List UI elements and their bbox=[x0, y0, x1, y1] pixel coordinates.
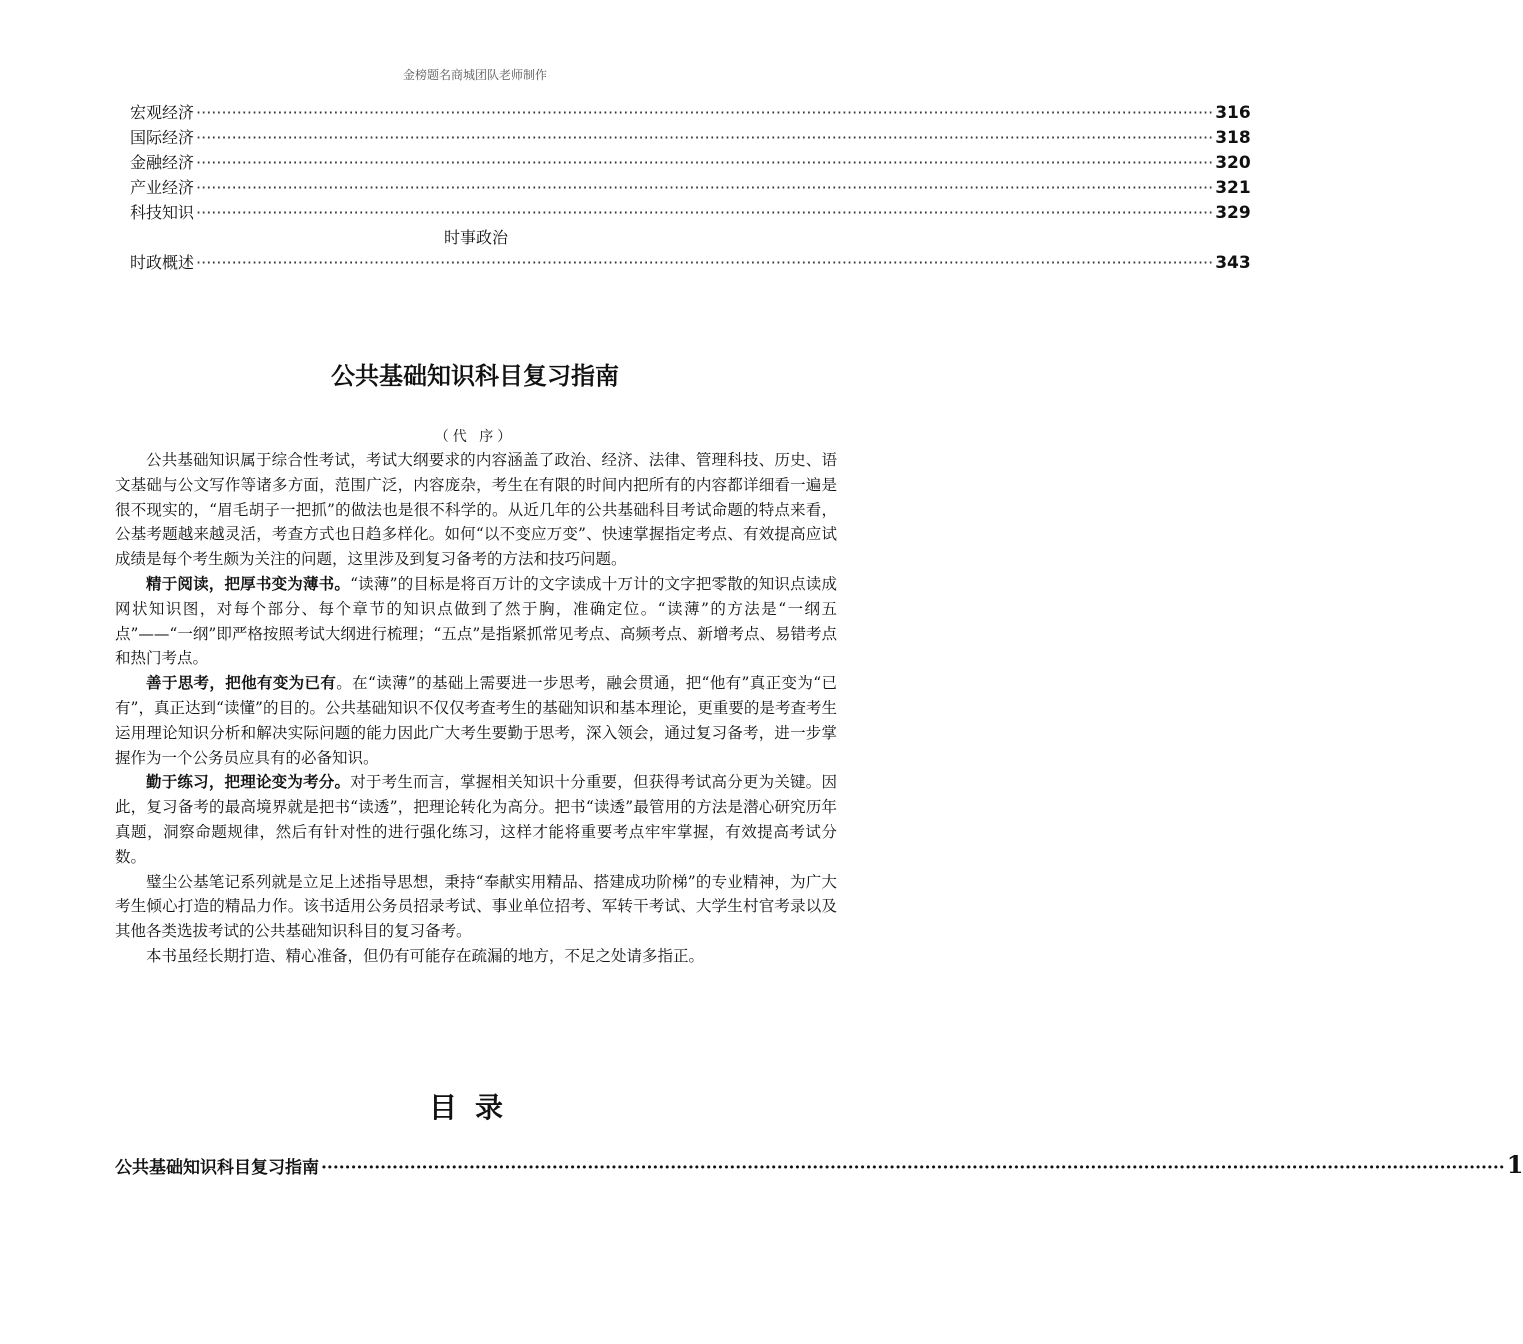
contents-heading: 目录 bbox=[428, 1091, 521, 1124]
toc-entry[interactable] bbox=[130, 100, 1251, 125]
paragraph-lead: 精于阅读，把厚书变为薄书。 bbox=[146, 573, 351, 593]
toc-entry-page: 343 bbox=[1215, 253, 1251, 273]
toc-leader-dots: ········································································································································································································ bbox=[196, 153, 1214, 172]
toc-entry[interactable] bbox=[130, 175, 1251, 200]
paragraph-lead: 勤于练习，把理论变为考分。 bbox=[146, 772, 351, 792]
toc-entry-page: 316 bbox=[1215, 103, 1251, 123]
paragraph bbox=[115, 572, 837, 671]
toc-leader-dots: ········································································································································································································ bbox=[196, 128, 1214, 147]
toc-entry-title: 金融经济 bbox=[130, 153, 195, 172]
toc-entry-title: 国际经济 bbox=[130, 128, 195, 147]
toc-leader-dots: ········································································································································································································ bbox=[196, 253, 1214, 272]
section-subtitle: （代 序） bbox=[434, 429, 516, 445]
toc-entry-page: 318 bbox=[1215, 128, 1251, 148]
toc-entry-title: 产业经济 bbox=[130, 178, 195, 197]
toc-entry-page: 320 bbox=[1215, 153, 1251, 173]
toc-entry-page: 321 bbox=[1215, 178, 1251, 198]
paragraph bbox=[115, 671, 837, 770]
toc-entry[interactable] bbox=[115, 1150, 1523, 1179]
paragraph-text: 对于考生而言，掌握相关知识十分重要，但获得考试高分更为关键。因此，复习备考的最高境界就是把书“读透”，把理论转化为高分。把书“读透”最管用的方法是潜心研究历年真题，洞察命题规律，然后有针对性的进行强化练习，这样才能将重要考点牢牢掌握，有效提高考试分数。 bbox=[115, 773, 837, 866]
toc-entry[interactable] bbox=[130, 200, 1251, 225]
page-header: 金榜题名商城团队老师制作 bbox=[402, 68, 547, 82]
toc-entry[interactable] bbox=[130, 250, 1251, 275]
preface-body bbox=[115, 448, 837, 969]
toc-leader-dots: ········································································································································································································ bbox=[321, 1158, 1505, 1178]
paragraph bbox=[115, 944, 837, 969]
toc-entry[interactable] bbox=[130, 125, 1251, 150]
toc-entry-title: 公共基础知识科目复习指南 bbox=[115, 1158, 319, 1178]
toc-entry[interactable] bbox=[130, 150, 1251, 175]
toc-entry-title: 宏观经济 bbox=[130, 103, 195, 122]
toc-leader-dots: ········································································································································································································ bbox=[196, 203, 1214, 222]
toc-entry-page: 1 bbox=[1506, 1150, 1523, 1179]
toc-entry-page: 329 bbox=[1215, 203, 1251, 223]
toc-section-heading: 时事政治 bbox=[443, 228, 508, 247]
toc-entry-title: 时政概述 bbox=[130, 253, 195, 272]
paragraph-text: “读薄”的目标是将百万计的文字读成十万计的文字把零散的知识点读成网状知识图，对每个部分、每个章节的知识点做到了然于胸，准确定位。“读薄”的方法是“一纲五点”——“一纲”即严格按照考试大纲进行梳理；“五点”是指紧抓常见考点、高频考点、新增考点、易错考点和热门考点。 bbox=[115, 574, 837, 668]
toc-leader-dots: ········································································································································································································ bbox=[196, 178, 1214, 197]
paragraph bbox=[115, 870, 837, 944]
paragraph bbox=[115, 770, 837, 869]
toc-leader-dots: ········································································································································································································ bbox=[196, 103, 1214, 122]
paragraph-lead: 善于思考，把他有变为已有 bbox=[146, 673, 337, 693]
paragraph-text: 。在“读薄”的基础上需要进一步思考，融会贯通，把“他有”真正变为“已有”，真正达到“读懂”的目的。公共基础知识不仅仅考查考生的基础知识和基本理论，更重要的是考查考生运用理论知识分析和解决实际问题的能力因此广大考生要勤于思考，深入领会，通过复习备考，进一步掌握作为一个公务员应具有的必备知识。 bbox=[115, 674, 837, 767]
section-title: 公共基础知识科目复习指南 bbox=[331, 362, 619, 390]
toc-top bbox=[130, 100, 1251, 275]
paragraph-text: 璧尘公基笔记系列就是立足上述指导思想，秉持“奉献实用精品、搭建成功阶梯”的专业精神，为广大考生倾心打造的精品力作。该书适用公务员招录考试、事业单位招考、军转干考试、大学生村官考录以及其他各类选拔考试的公共基础知识科目的复习备考。 bbox=[115, 872, 837, 941]
paragraph-text: 本书虽经长期打造、精心准备，但仍有可能存在疏漏的地方，不足之处请多指正。 bbox=[146, 946, 705, 965]
paragraph bbox=[115, 448, 837, 572]
paragraph-text: 公共基础知识属于综合性考试，考试大纲要求的内容涵盖了政治、经济、法律、管理科技、历史、语文基础与公文写作等诸多方面，范围广泛，内容庞杂，考生在有限的时间内把所有的内容都详细看一遍是很不现实的，“眉毛胡子一把抓”的做法也是很不科学的。从近几年的公共基础科目考试命题的特点来看，公基考题越来越灵活，考查方式也日趋多样化。如何“以不变应万变”、快速掌握指定考点、有效提高应试成绩是每个考生颇为关注的问题，这里涉及到复习备考的方法和技巧问题。 bbox=[115, 451, 837, 569]
toc-entry-title: 科技知识 bbox=[130, 203, 195, 222]
